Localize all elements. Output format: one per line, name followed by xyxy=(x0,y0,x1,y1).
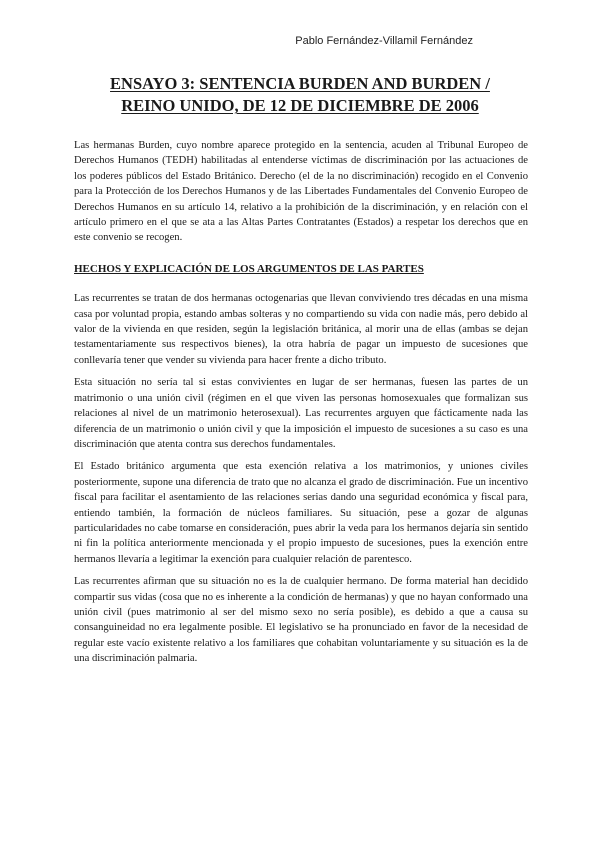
document-body xyxy=(74,138,528,674)
body-paragraph: Las recurrentes se tratan de dos hermanas octogenarias que llevan conviviendo tres décadas en una misma casa por voluntad propia, estando ambas solteras y no compartiendo su vida con nadie más, pero debido al valor de la vivienda en que residen, según la legislación británica, al morir una de ellas (ambas se dejan testamentariamente sus respectivos bienes), la otra habría de pagar un impuesto de sucesiones que conllevaría tener que vender su vivienda para hacer frente a dicho tributo. xyxy=(74,293,528,366)
document-title xyxy=(60,73,540,117)
body-paragraph: El Estado británico argumenta que esta exención relativa a los matrimonios, y uniones civiles posteriormente, supone una diferencia de trato que no alcanza el grado de discriminación. Fue un incentivo fiscal para facilitar el asentamiento de las relaciones serias dando una seguridad económica y fiscal para, entiendo también, la formación de núcleos familiares. Su situación, pese a gozar de algunas particularidades no cabe tomarse en consideración, pues abrir la veda para los hermanos dejaría sin sentido ni fin la política anteriormente mencionada y el propio impuesto de sucesiones, pues la exención entre hermanos llevaría a legitimar la exención para cualquier relación de parentesco. xyxy=(74,461,528,565)
section-heading: HECHOS Y EXPLICACIÓN DE LOS ARGUMENTOS DE LAS PARTES xyxy=(74,262,424,275)
title-line-2: REINO UNIDO, DE 12 DE DICIEMBRE DE 2006 xyxy=(121,96,479,115)
body-paragraph: Las recurrentes afirman que su situación no es la de cualquier hermano. De forma material han decidido compartir sus vidas (cosa que no es inherente a la condición de hermanas) y que no hayan conformado una unión civil (pues matrimonio al ser del mismo sexo no sería posible), es debido a que a causa su consanguineidad no era legalmente posible. El legislativo se ha pronunciado en favor de la necesidad de regular este vacío existente relativo a los familiares que cohabitan voluntariamente y su situación es la de una discriminación palmaria. xyxy=(74,576,528,665)
title-line-1: ENSAYO 3: SENTENCIA BURDEN AND BURDEN / xyxy=(110,74,490,93)
body-paragraph: Esta situación no sería tal si estas convivientes en lugar de ser hermanas, fuesen las partes de un matrimonio o una unión civil (régimen en el que viven las personas homosexuales que formalizan sus relaciones al nivel de un matrimonio heterosexual). Las recurrentes arguyen que fácticamente nada las diferencia de un matrimonio o unión civil y que la imposición el impuesto de sucesiones a su caso es una discriminación que atenta contra sus derechos fundamentales. xyxy=(74,377,528,450)
intro-paragraph: Las hermanas Burden, cuyo nombre aparece protegido en la sentencia, acuden al Tribunal Europeo de Derechos Humanos (TEDH) habilitadas al entenderse víctimas de discriminación por las actuaciones de los poderes públicos del Estado Británico. Derecho (el de la no discriminación) recogido en el Convenio para la Protección de los Derechos Humanos y de las Libertades Fundamentales del Convenio Europeo de Derechos Humanos en su artículo 14, relativo a la prohibición de la discriminación, y en relación con el artículo primero en el que se ata a las Altas Partes Contratantes (Estados) a respetar los derechos que en este convenio se recogen. xyxy=(74,140,528,244)
author-header: Pablo Fernández-Villamil Fernández xyxy=(295,35,473,47)
